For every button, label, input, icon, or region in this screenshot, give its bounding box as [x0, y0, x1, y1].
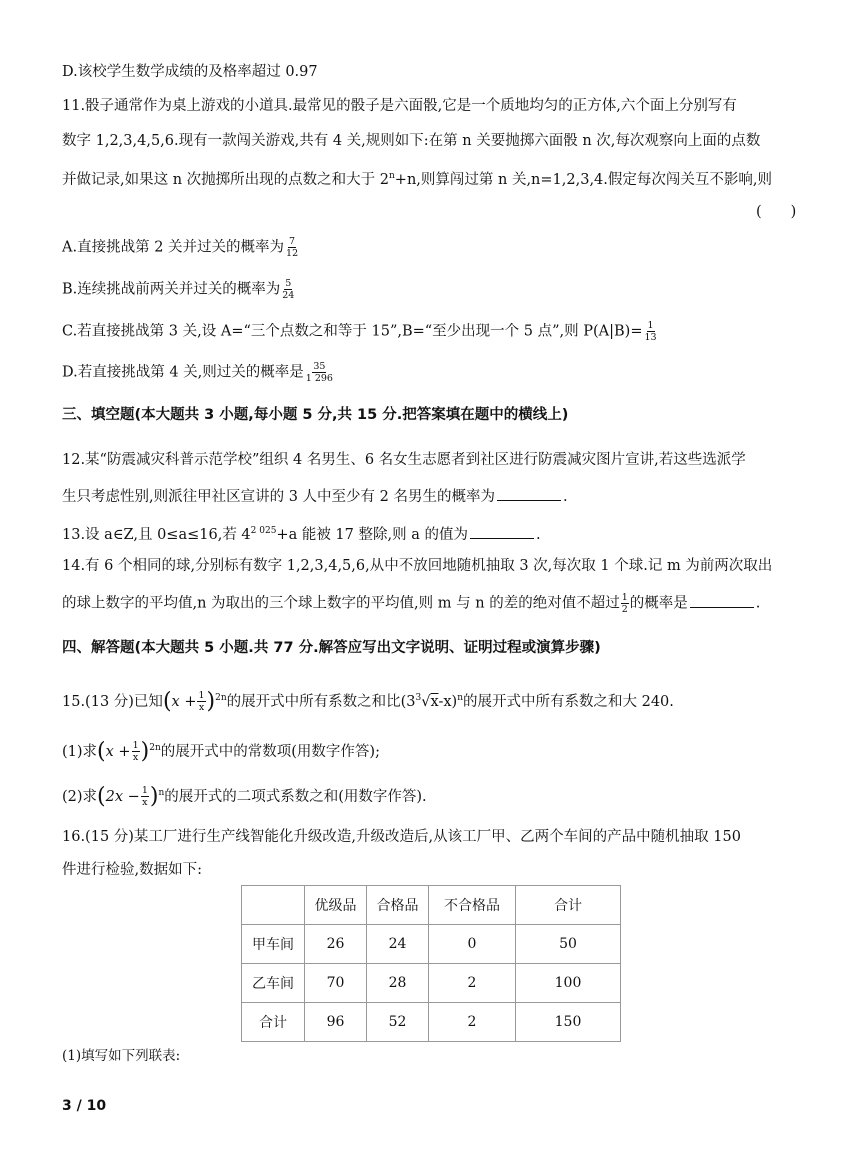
- fraction-numerator: 1: [647, 320, 654, 331]
- q11-option-b-fraction: [281, 278, 295, 301]
- q11-option-d-fraction: [305, 361, 334, 384]
- right-paren: ): [149, 783, 159, 809]
- q15-text-c: -x): [438, 693, 458, 710]
- q15-part2-a: (2)求: [62, 788, 98, 805]
- q16-line1: 16.(15 分)某工厂进行生产线智能化升级改造,升级改造后,从该工厂甲、乙两个车间的产品中随机抽取 150: [62, 829, 741, 845]
- q11-option-a-fraction: [285, 236, 299, 259]
- q15-part1-fraction: [132, 740, 140, 763]
- q11-answer-paren: ( ): [756, 204, 797, 220]
- fraction-numerator: 1: [132, 740, 139, 752]
- q13-line: 13.设 a∈Z,且 0≤a≤16,若 $4^{2 025}+a$ 能被 17 整除,则 a 的值为 .: [62, 521, 541, 545]
- q15-part2-expression: 2x −: [105, 788, 140, 805]
- fraction-denominator: 12: [286, 248, 299, 259]
- q15-part2-power: n: [158, 788, 165, 798]
- table-cell: 0: [429, 925, 516, 964]
- table-row: [242, 1003, 621, 1042]
- q15-part2: [62, 783, 427, 808]
- q11-option-b-text: B.连续挑战前两关并过关的概率为: [62, 281, 281, 298]
- q15-part1-expression: x +: [105, 743, 131, 760]
- table-row: [242, 925, 621, 964]
- q11-option-d-text: D.若直接挑战第 4 关,则过关的概率是: [62, 364, 304, 381]
- left-paren: (: [97, 738, 106, 764]
- table-cell: 28: [367, 964, 429, 1003]
- root-index: 3: [415, 693, 422, 703]
- q15-power: 2n: [215, 693, 227, 703]
- table-row: [242, 964, 621, 1003]
- answer-blank: [690, 593, 754, 608]
- fraction-numerator: 1: [198, 690, 205, 702]
- fraction-denominator: x: [142, 797, 148, 809]
- q16-part1: (1)填写如下列联表:: [62, 1048, 181, 1064]
- fraction-denominator: x: [132, 752, 139, 764]
- q15-part2-b: 的展开式的二项式系数之和(用数字作答).: [164, 788, 427, 805]
- q11-line2: 数字 1,2,3,4,5,6.现有一款闯关游戏,共有 4 关,规则如下:在第 n 关要抛掷六面骰 n 次,每次观察向上面的点数: [62, 133, 761, 149]
- fraction-numerator: 1: [621, 592, 628, 603]
- q15-part1-b: 的展开式中的常数项(用数字作答);: [160, 743, 380, 760]
- table-header-row: [242, 886, 621, 925]
- section-3-heading: 三、填空题(本大题共 3 小题,每小题 5 分,共 15 分.把答案填在题中的横线上): [62, 407, 569, 423]
- q13-exponent: 2 025: [250, 526, 277, 536]
- table-cell: 100: [516, 964, 621, 1003]
- section-4-heading: 四、解答题(本大题共 5 小题.共 77 分.解答应写出文字说明、证明过程或演算步骤): [62, 640, 601, 656]
- table-cell: 26: [305, 925, 367, 964]
- table-header-cell: [242, 886, 305, 925]
- q11-line3: [62, 166, 772, 190]
- table-cell: 2: [429, 964, 516, 1003]
- fraction-numerator: 5: [285, 278, 292, 289]
- q15-text-a: 15.(13 分)已知: [62, 693, 163, 710]
- q15-expression: x +: [171, 693, 197, 710]
- q14-line2-tail: 的概率是: [629, 595, 688, 612]
- q11-line1: 11.骰子通常作为桌上游戏的小道具.最常见的骰子是六面骰,它是一个质地均匀的正方体,六个面上分别写有: [62, 98, 737, 114]
- q13-text-b: +a 能被 17 整除,则 a 的值为: [276, 526, 468, 543]
- option-d-q10: D.该校学生数学成绩的及格率超过 0.97: [62, 64, 318, 80]
- q15-stem: [62, 688, 674, 713]
- fraction-numerator: 1: [141, 785, 148, 797]
- q16-line2: 件进行检验,数据如下:: [62, 862, 202, 878]
- q13-text-a: 13.设 a∈Z,且 0≤a≤16,若 4: [62, 526, 251, 543]
- q11-option-b: [62, 278, 296, 301]
- q11-option-c-text: C.若直接挑战第 3 关,设 A=“三个点数之和等于 15”,B=“至少出现一个 5 点”,则 P(A|B)=: [62, 323, 643, 340]
- table-header-cell: 合格品: [367, 886, 429, 925]
- table-cell: 52: [367, 1003, 429, 1042]
- q12-line1: 12.某“防震减灾科普示范学校”组织 4 名男生、6 名女生志愿者到社区进行防震减灾图片宣讲,若这些选派学: [62, 452, 746, 468]
- table-cell: 70: [305, 964, 367, 1003]
- q11-option-d: [62, 361, 335, 384]
- left-paren: (: [162, 688, 172, 714]
- fraction-denominator: 1 296: [305, 373, 333, 384]
- q12-line2-text: 生只考虑性别,则派往甲社区宣讲的 3 人中至少有 2 名男生的概率为: [62, 489, 495, 505]
- radical-sign: √: [421, 693, 431, 710]
- q15-text-d: 的展开式中所有系数之和大 240.: [462, 693, 674, 710]
- right-paren: ): [206, 688, 216, 714]
- fraction-numerator: 35: [313, 361, 326, 372]
- radicand: x: [430, 693, 439, 710]
- q15-power-2: n: [457, 693, 463, 703]
- q16-data-table: [241, 885, 621, 1042]
- q15-part2-fraction: [141, 785, 149, 808]
- table-cell: 合计: [242, 1003, 305, 1042]
- q11-line3-sup: n: [389, 171, 395, 181]
- table-header-cell: 合计: [516, 886, 621, 925]
- q14-line2-text: 的球上数字的平均值,n 为取出的三个球上数字的平均值,则 m 与 n 的差的绝对值不超过: [62, 595, 620, 612]
- fraction-denominator: 2: [621, 604, 628, 615]
- q15-part1-a: (1)求: [62, 743, 98, 760]
- fraction-denominator: 24: [282, 290, 295, 301]
- table-cell: 96: [305, 1003, 367, 1042]
- q15-fraction: [197, 690, 205, 713]
- answer-blank: [497, 486, 561, 501]
- table-cell: 乙车间: [242, 964, 305, 1003]
- fraction-numerator: 7: [289, 236, 296, 247]
- q11-option-c-fraction: [644, 320, 658, 343]
- table-cell: 2: [429, 1003, 516, 1042]
- right-paren: ): [140, 738, 150, 764]
- answer-blank: [470, 524, 534, 539]
- page-number: 3 / 10: [62, 1098, 107, 1114]
- fraction-denominator: 13: [644, 332, 657, 343]
- q11-line3-a: 并做记录,如果这 n 次抛掷所出现的点数之和大于 2: [62, 171, 389, 188]
- q15-part1-power: 2n: [149, 743, 161, 753]
- table-header-cell: 不合格品: [429, 886, 516, 925]
- table-cell: 24: [367, 925, 429, 964]
- q14-line1: 14.有 6 个相同的球,分别标有数字 1,2,3,4,5,6,从中不放回地随机抽取 3 次,每次取 1 个球.记 m 为前两次取出: [62, 558, 773, 574]
- fraction-denominator: x: [198, 702, 205, 714]
- q11-option-a: [62, 236, 300, 259]
- table-cell: 150: [516, 1003, 621, 1042]
- q11-option-a-text: A.直接挑战第 2 关并过关的概率为: [62, 239, 285, 256]
- q15-part1: [62, 738, 380, 763]
- q14-fraction: [621, 592, 629, 615]
- table-cell: 50: [516, 925, 621, 964]
- left-paren: (: [97, 783, 106, 809]
- q12-line2: 生只考虑性别,则派往甲社区宣讲的 3 人中至少有 2 名男生的概率为 .: [62, 486, 568, 507]
- q11-line3-b: +n,则算闯过第 n 关,n=1,2,3,4.假定每次闯关互不影响,则: [394, 171, 772, 188]
- table-cell: 甲车间: [242, 925, 305, 964]
- table-header-cell: 优级品: [305, 886, 367, 925]
- q11-option-c: [62, 320, 659, 343]
- q15-text-b: 的展开式中所有系数之和比(3: [226, 693, 416, 710]
- q14-line2: 的球上数字的平均值,n 为取出的三个球上数字的平均值,则 m 与 n 的差的绝对值不超过 $\frac{1}{2}$ 的概率是 .: [62, 592, 761, 615]
